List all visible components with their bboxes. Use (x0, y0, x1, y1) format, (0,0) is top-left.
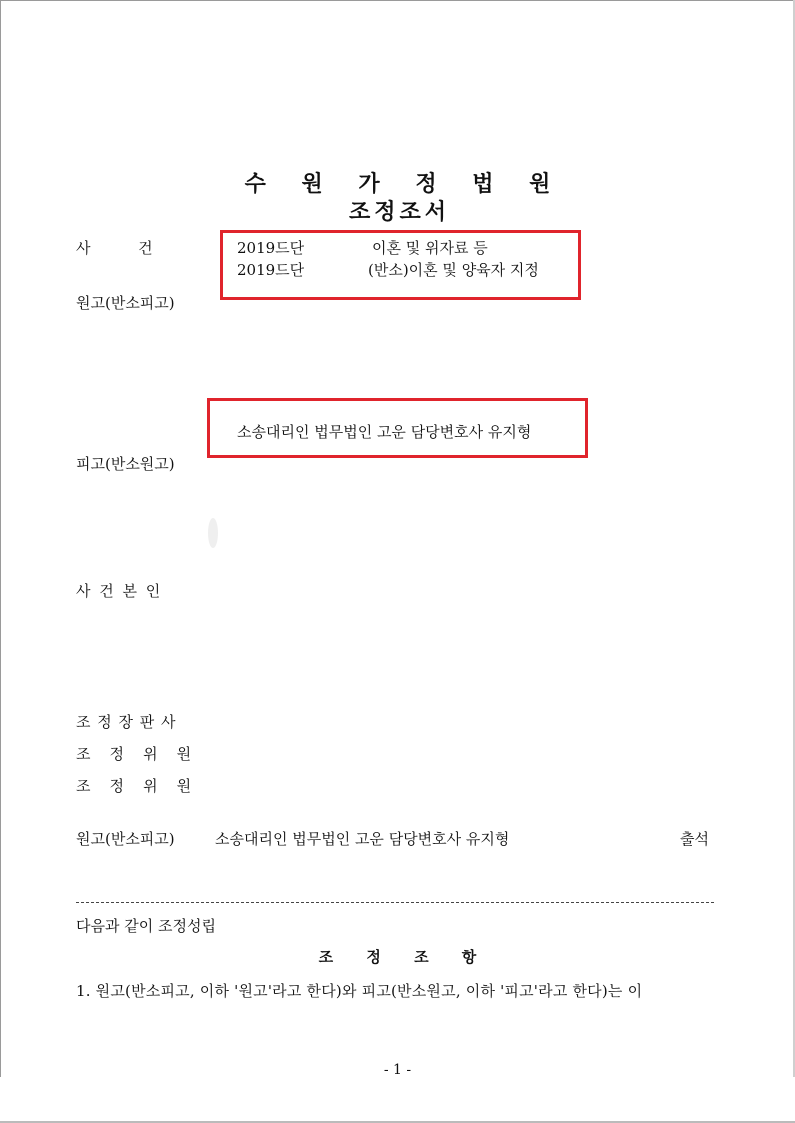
attendance-party: 원고(반소피고) (76, 830, 175, 848)
plaintiff-representative: 소송대리인 법무법인 고운 담당변호사 유지형 (237, 423, 532, 441)
highlight-box-representative (207, 398, 588, 458)
divider (76, 902, 714, 903)
panel-member-2-label: 조 정 위 원 (76, 777, 192, 795)
principal-label: 사 건 본 인 (76, 582, 163, 600)
scan-smudge (208, 518, 218, 548)
case-number-2: 2019드단 (237, 261, 305, 279)
document-title: 조정조서 (348, 200, 450, 225)
case-name-2: (반소)이혼 및 양육자 지정 (368, 261, 539, 279)
attendance-representative: 소송대리인 법무법인 고운 담당변호사 유지형 (215, 830, 510, 848)
section-title: 조 정 조 항 (318, 948, 491, 966)
case-label: 사 건 (76, 239, 153, 257)
page-number: - 1 - (383, 1062, 412, 1078)
defendant-label: 피고(반소원고) (76, 455, 175, 473)
settlement-intro: 다음과 같이 조정성립 (76, 917, 216, 935)
court-name: 수 원 가 정 법 원 (244, 172, 565, 197)
panel-member-1-label: 조 정 위 원 (76, 745, 192, 763)
clause-1: 1. 원고(반소피고, 이하 '원고'라고 한다)와 피고(반소원고, 이하 '피고'라고 한다)는 이 (76, 982, 643, 1000)
panel-chief-label: 조 정 장 판 사 (76, 713, 177, 731)
case-number-1: 2019드단 (237, 239, 305, 257)
attendance-status: 출석 (680, 830, 709, 848)
highlight-box-case (220, 230, 581, 300)
scan-bottom-area (0, 1077, 795, 1123)
case-name-1: 이혼 및 위자료 등 (372, 239, 488, 257)
plaintiff-label: 원고(반소피고) (76, 294, 175, 312)
